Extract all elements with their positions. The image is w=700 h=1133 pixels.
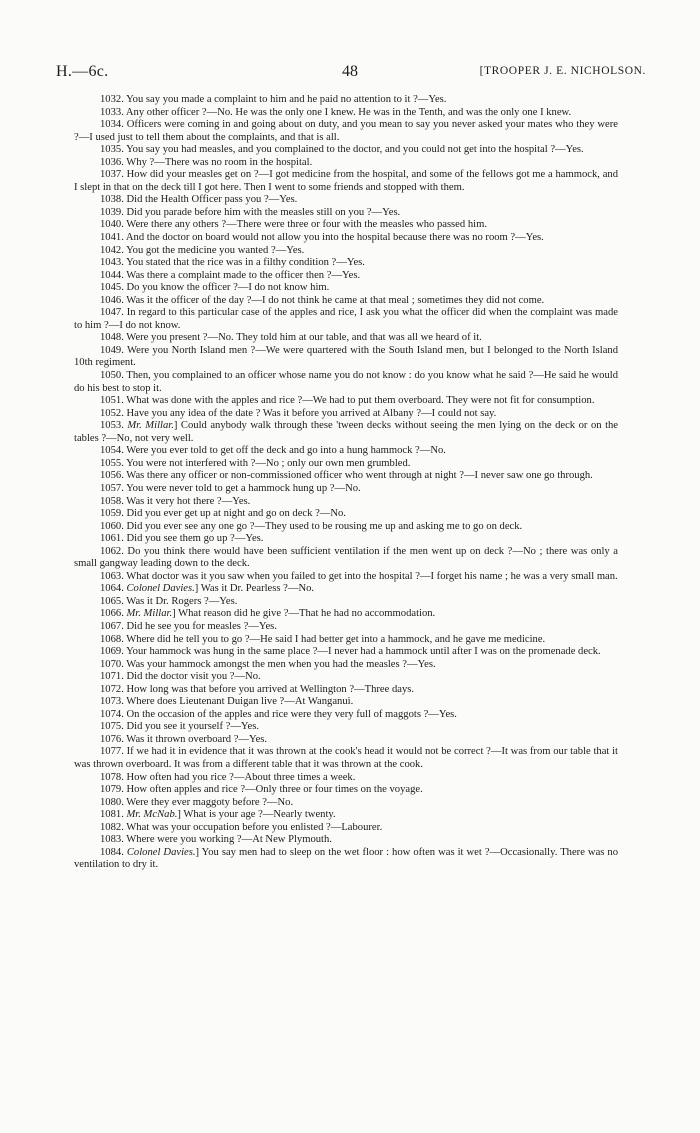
entry-text: ] You say men had to sleep on the wet floor : how often was it wet ?—Occasionally. There was no ventilation to dry it. (74, 846, 619, 871)
speaker-name: Mr. Millar. (126, 608, 173, 620)
entry-number: 1066. (100, 608, 127, 620)
entry-text: 1036. Why ?—There was no room in the hospital. (100, 156, 313, 168)
entry-text: 1045. Do you know the officer ?—I do not know him. (100, 282, 330, 294)
testimony-entry (74, 684, 618, 697)
testimony-entry (74, 709, 618, 722)
page-header (56, 63, 646, 83)
testimony-entry (74, 671, 618, 684)
entry-text: 1054. Were you ever told to get off the deck and go into a hung hammock ?—No. (100, 445, 446, 457)
entry-text: 1046. Was it the officer of the day ?—I do not think he came at that meal ; sometimes they did not come. (100, 294, 545, 306)
testimony-entry (74, 219, 618, 232)
entry-text: 1035. You say you had measles, and you complained to the doctor, and you could not get into the hospital ?—Yes. (100, 144, 584, 156)
entry-text: 1065. Was it Dr. Rogers ?—Yes. (100, 595, 238, 607)
entry-text: 1076. Was it thrown overboard ?—Yes. (100, 733, 268, 745)
entry-text: 1040. Were there any others ?—There were three or four with the measles who passed him. (100, 219, 487, 231)
entry-number: 1084. (100, 846, 127, 858)
testimony-entry (74, 521, 618, 534)
testimony-entry (74, 483, 618, 496)
testimony-entry (74, 772, 618, 785)
testimony-entry (74, 295, 618, 308)
testimony-entry (74, 207, 618, 220)
testimony-entry (74, 94, 618, 107)
testimony-entry (74, 608, 618, 621)
testimony-entry (74, 458, 618, 471)
page-number: 48 (342, 63, 358, 80)
testimony-entry (74, 445, 618, 458)
entry-text: 1033. Any other officer ?—No. He was the only one I knew. He was in the Tenth, and was the only one I knew. (100, 106, 572, 118)
testimony-entry (74, 257, 618, 270)
speaker-name: Colonel Davies. (126, 583, 195, 595)
entry-text: 1068. Where did he tell you to go ?—He said I had better get into a hammock, and he gave me medicine. (100, 633, 546, 645)
entry-text: 1079. How often apples and rice ?—Only three or four times on the voyage. (100, 784, 423, 796)
entry-text: 1058. Was it very hot there ?—Yes. (100, 495, 251, 507)
witness-heading: [TROOPER J. E. NICHOLSON. (479, 65, 646, 77)
testimony-entry (74, 696, 618, 709)
testimony-entry (74, 621, 618, 634)
testimony-entry (74, 734, 618, 747)
entry-text: 1039. Did you parade before him with the measles still on you ?—Yes. (100, 206, 401, 218)
testimony-entry (74, 282, 618, 295)
testimony-entry (74, 307, 618, 332)
testimony-entry (74, 809, 618, 822)
entry-text: 1052. Have you any idea of the date ? Was it before you arrived at Albany ?—I could not say. (100, 407, 497, 419)
entry-number: 1053. (100, 420, 128, 432)
testimony-entry (74, 332, 618, 345)
testimony-entry (74, 797, 618, 810)
testimony-entry (74, 496, 618, 509)
entry-text: ] Was it Dr. Pearless ?—No. (194, 583, 315, 595)
testimony-entry (74, 546, 618, 571)
entry-text: 1057. You were never told to get a hammock hung up ?—No. (100, 482, 361, 494)
testimony-entry (74, 784, 618, 797)
entry-number: 1081. (100, 809, 127, 821)
entry-text: 1032. You say you made a complaint to him and he paid no attention to it ?—Yes. (100, 94, 447, 105)
document-reference: H.—6c. (56, 63, 109, 80)
entry-text: 1059. Did you ever get up at night and go on deck ?—No. (100, 508, 346, 520)
testimony-entry (74, 345, 618, 370)
testimony-entry (74, 107, 618, 120)
testimony-entry (74, 822, 618, 835)
entry-text: 1055. You were not interfered with ?—No ; only our own men grumbled. (100, 457, 411, 469)
testimony-entry (74, 395, 618, 408)
testimony-entry (74, 634, 618, 647)
testimony-entry (74, 370, 618, 395)
entry-text: 1063. What doctor was it you saw when you failed to get into the hospital ?—I forget his name ; he was a very small man. (100, 570, 618, 582)
entry-text: 1082. What was your occupation before you enlisted ?—Labourer. (100, 821, 383, 833)
testimony-entry (74, 420, 618, 445)
speaker-name: Colonel Davies. (126, 846, 196, 858)
entry-text: 1038. Did the Health Officer pass you ?—Yes. (100, 194, 298, 206)
testimony-entry (74, 571, 618, 584)
speaker-name: Mr. McNab. (126, 809, 178, 821)
entry-text: ] What reason did he give ?—That he had no accommodation. (172, 608, 436, 620)
entry-text: 1067. Did he see you for measles ?—Yes. (100, 620, 277, 632)
testimony-entry (74, 470, 618, 483)
entry-text: 1051. What was done with the apples and rice ?—We had to put them overboard. They were not fit for consumption. (100, 395, 595, 407)
testimony-entry (74, 270, 618, 283)
testimony-entry (74, 119, 618, 144)
entry-text: ] What is your age ?—Nearly twenty. (177, 809, 336, 821)
testimony-entry (74, 508, 618, 521)
entry-text: 1075. Did you see it yourself ?—Yes. (100, 721, 259, 733)
testimony-entry (74, 583, 618, 596)
entry-text: 1043. You stated that the rice was in a filthy condition ?—Yes. (100, 257, 365, 269)
testimony-entry (74, 533, 618, 546)
entry-text: 1078. How often had you rice ?—About three times a week. (100, 771, 356, 783)
entry-text: 1069. Your hammock was hung in the same place ?—I never had a hammock until after I was on the promenade deck. (100, 646, 601, 658)
testimony-body (74, 94, 618, 872)
testimony-entry (74, 596, 618, 609)
entry-text: 1062. Do you think there would have been sufficient ventilation if the men went up on deck ?—No ; there was only a small gangway leading down to the deck. (74, 545, 618, 570)
testimony-entry (74, 157, 618, 170)
entry-text: 1044. Was there a complaint made to the officer then ?—Yes. (100, 269, 361, 281)
entry-text: 1083. Where were you working ?—At New Plymouth. (100, 834, 332, 846)
entry-text: 1041. And the doctor on board would not allow you into the hospital because there was no room ?—Yes. (100, 232, 544, 244)
entry-number: 1064. (100, 583, 127, 595)
entry-text: ] Could anybody walk through these 'tween decks without seeing the men lying on the deck or on the tables ?—No, not very well. (74, 420, 619, 444)
entry-text: 1034. Officers were coming in and going about on duty, and you mean to say you never asked your mates who they were ?—I used just to tell them about the complaints, and that is all. (74, 119, 618, 143)
entry-text: 1061. Did you see them go up ?—Yes. (100, 533, 264, 545)
testimony-entry (74, 232, 618, 245)
testimony-entry (74, 834, 618, 847)
testimony-entry (74, 194, 618, 207)
entry-text: 1042. You got the medicine you wanted ?—Yes. (100, 244, 305, 256)
speaker-name: Mr. Millar. (127, 420, 174, 432)
testimony-entry (74, 169, 618, 194)
entry-text: 1049. Were you North Island men ?—We were quartered with the South Island men, but I belonged to the North Island 10th regiment. (74, 344, 618, 369)
entry-text: 1060. Did you ever see any one go ?—They used to be rousing me up and asking me to go on deck. (100, 520, 523, 532)
entry-text: 1048. Were you present ?—No. They told him at our table, and that was all we heard of it. (100, 332, 482, 344)
entry-text: 1047. In regard to this particular case of the apples and rice, I ask you what the officer did when the complaint was made to him ?—I do not know. (74, 307, 618, 331)
testimony-entry (74, 408, 618, 421)
entry-text: 1077. If we had it in evidence that it was thrown at the cook's head it would not be correct ?—It was from our table that it was thrown overboard. It was from a different table that it was thrown at the cook. (74, 746, 618, 770)
entry-text: 1074. On the occasion of the apples and rice were they very full of maggots ?—Yes. (100, 708, 457, 720)
testimony-entry (74, 646, 618, 659)
testimony-entry (74, 746, 618, 771)
entry-text: 1073. Where does Lieutenant Duigan live ?—At Wanganui. (100, 696, 354, 708)
entry-text: 1071. Did the doctor visit you ?—No. (100, 671, 261, 683)
entry-text: 1070. Was your hammock amongst the men when you had the measles ?—Yes. (100, 658, 436, 670)
testimony-entry (74, 245, 618, 258)
entry-text: 1072. How long was that before you arrived at Wellington ?—Three days. (100, 683, 415, 695)
entry-text: 1056. Was there any officer or non-commissioned officer who went through at night ?—I never saw one go through. (100, 470, 593, 482)
entry-text: 1050. Then, you complained to an officer whose name you do not know : do you know what he said ?—He said he would do his best to stop it. (74, 370, 618, 394)
entry-text: 1080. Were they ever maggoty before ?—No. (100, 796, 294, 808)
testimony-entry (74, 144, 618, 157)
testimony-entry (74, 847, 618, 872)
testimony-entry (74, 659, 618, 672)
testimony-entry (74, 721, 618, 734)
entry-text: 1037. How did your measles get on ?—I got medicine from the hospital, and some of the fellows got me a hammock, and I slept in that on the deck till I got here. Then I went to some friends and stopped with them. (74, 169, 618, 193)
